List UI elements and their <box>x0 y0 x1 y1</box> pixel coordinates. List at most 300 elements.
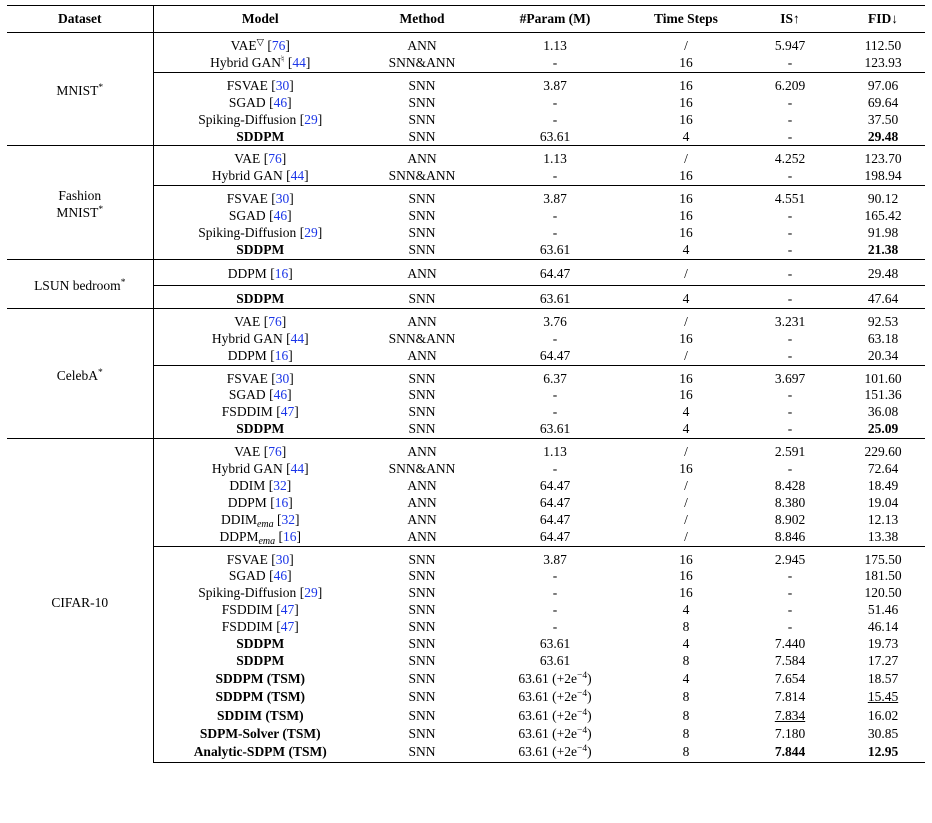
dataset-group <box>7 33 925 146</box>
param-cell: 63.61 $(+2e^{-4})$ <box>518 670 592 686</box>
method-cell: SNN <box>408 128 436 144</box>
model-cell: DDPM [16] <box>153 259 367 285</box>
fid-cell: 69.64 <box>867 94 899 110</box>
is-cell: - <box>787 347 793 363</box>
is-cell: 7.844 <box>739 744 841 763</box>
param-exponent: −4 <box>577 707 588 718</box>
fid-cell: 15.45 <box>867 689 899 705</box>
citation-link: 47 <box>280 602 295 618</box>
method-cell: SNN <box>408 111 436 127</box>
fid-cell: 17.27 <box>867 653 899 668</box>
fid-cell: 16.02 <box>867 707 899 723</box>
citation-link: 16 <box>274 266 289 282</box>
time-steps-cell: 16 <box>633 72 739 94</box>
param-cell: - <box>552 619 558 635</box>
model-cell: Hybrid GAN [44] <box>211 168 309 184</box>
time-steps-cell: 4 <box>682 636 690 652</box>
is-cell: 7.834 <box>774 707 806 723</box>
fid-cell: 29.48 <box>867 128 899 144</box>
model-cell: VAE▽ [76] <box>153 33 367 55</box>
model-cell: Spiking-Diffusion [29] <box>198 111 323 127</box>
fid-cell: 97.06 <box>841 72 925 94</box>
fid-cell: 123.93 <box>864 54 902 70</box>
model-name: SGAD <box>228 208 266 224</box>
time-steps-cell: 16 <box>679 225 693 241</box>
fid-cell: 19.73 <box>867 636 899 652</box>
param-cell: 3.87 <box>477 186 633 208</box>
header-param: #Param (M) <box>477 6 633 33</box>
model-subscript: ema <box>256 518 274 530</box>
fid-cell: 175.50 <box>841 546 925 568</box>
is-cell: 6.209 <box>739 72 841 94</box>
method-cell: ANN <box>367 33 477 55</box>
model-cell: DDPM [16] <box>227 347 293 363</box>
citation-link: 32 <box>281 511 296 527</box>
citation-link: 76 <box>268 151 282 167</box>
model-name: FSVAE <box>226 551 268 567</box>
citation-link: 16 <box>274 494 289 510</box>
model-cell: FSDDIM [47] <box>221 619 299 635</box>
table-row <box>7 259 925 285</box>
citation-link: 16 <box>283 528 297 544</box>
param-cell: - <box>552 461 558 477</box>
model-cell: Hybrid GAN [44] <box>211 461 309 477</box>
model-name: DDPM <box>227 266 267 282</box>
param-cell: 1.13 <box>477 146 633 168</box>
model-name: VAE <box>234 313 261 329</box>
param-exponent: −4 <box>577 689 588 700</box>
time-steps-cell: 16 <box>679 94 693 110</box>
model-name: SDPM-Solver (TSM) <box>199 726 321 742</box>
method-cell: SNN <box>408 568 436 584</box>
model-cell: Spiking-Diffusion [29] <box>198 585 323 601</box>
time-steps-cell: 16 <box>679 54 693 70</box>
param-cell: 63.61 <box>539 128 571 144</box>
is-cell: 7.814 <box>774 689 806 705</box>
model-cell <box>153 636 367 653</box>
is-cell: 2.591 <box>739 439 841 461</box>
fid-cell: 47.64 <box>841 285 925 308</box>
table-row <box>7 439 925 461</box>
method-cell: ANN <box>407 528 437 544</box>
model-name: SDDPM <box>236 636 285 652</box>
method-cell: SNN <box>408 404 436 420</box>
is-cell: 2.945 <box>739 546 841 568</box>
param-cell: - <box>552 568 558 584</box>
header-method: Method <box>367 6 477 33</box>
is-cell: 8.846 <box>774 528 806 544</box>
model-name: SDDPM <box>236 128 285 144</box>
time-steps-cell: 4 <box>682 670 690 686</box>
is-cell: 8.428 <box>774 477 806 493</box>
is-cell: - <box>787 461 793 477</box>
method-cell: SNN <box>408 387 436 403</box>
param-cell: 63.61 <box>539 636 571 652</box>
header-model: Model <box>153 6 367 33</box>
time-steps-cell: 16 <box>679 111 693 127</box>
is-cell: - <box>787 94 793 110</box>
dataset-group <box>7 439 925 763</box>
is-cell: 3.231 <box>739 308 841 330</box>
model-cell: SGAD [46] <box>228 94 292 110</box>
is-cell: - <box>787 208 793 224</box>
header-is: IS↑ <box>739 6 841 33</box>
citation-link: 76 <box>268 444 282 460</box>
model-name: FSDDIM <box>221 404 273 420</box>
time-steps-cell: 4 <box>682 421 690 437</box>
is-cell: 3.697 <box>739 365 841 387</box>
param-exponent: −4 <box>577 744 588 755</box>
param-cell: - <box>552 208 558 224</box>
param-cell: - <box>552 94 558 110</box>
model-cell: FSVAE [30] <box>153 186 367 208</box>
is-cell: - <box>787 619 793 635</box>
dataset-name: CIFAR-10 <box>7 439 153 763</box>
is-cell: - <box>787 241 793 257</box>
dataset-name: MNIST* <box>7 33 153 146</box>
dataset-group <box>7 308 925 438</box>
fid-cell: 165.42 <box>864 208 902 224</box>
time-steps-cell: 8 <box>633 744 739 763</box>
citation-link: 44 <box>292 54 306 70</box>
method-cell: ANN <box>407 347 437 363</box>
is-cell: - <box>787 330 793 346</box>
time-steps-cell: 16 <box>679 168 693 184</box>
param-cell: 63.61 $(+2e^{-4})$ <box>518 707 592 723</box>
time-steps-cell: 16 <box>633 186 739 208</box>
model-name: DDPM <box>227 494 267 510</box>
model-cell: FSDDIM [47] <box>221 602 299 618</box>
is-cell: - <box>739 259 841 285</box>
method-cell: ANN <box>367 259 477 285</box>
time-steps-cell: 4 <box>682 128 690 144</box>
method-cell: SNN <box>408 689 436 705</box>
model-name: Hybrid GAN <box>211 168 283 184</box>
method-cell: SNN <box>408 241 436 257</box>
fid-cell: 25.09 <box>867 421 899 437</box>
time-steps-cell: 16 <box>679 330 693 346</box>
fid-cell: 112.50 <box>841 33 925 55</box>
fid-cell: 30.85 <box>867 726 899 742</box>
citation-link: 30 <box>275 77 290 93</box>
is-cell: - <box>787 602 793 618</box>
citation-link: 44 <box>290 461 305 477</box>
param-cell: - <box>552 585 558 601</box>
citation-link: 30 <box>275 191 290 207</box>
model-cell: FSVAE [30] <box>153 365 367 387</box>
citation-link: 76 <box>268 313 282 329</box>
model-name: DDPM <box>219 528 259 544</box>
model-cell <box>153 285 367 308</box>
model-name: FSVAE <box>226 370 268 386</box>
model-name: FSDDIM <box>221 619 273 635</box>
is-cell: 7.180 <box>774 726 806 742</box>
model-cell: FSVAE [30] <box>153 72 367 94</box>
dataset-asterisk: * <box>98 367 103 378</box>
param-cell: - <box>552 602 558 618</box>
model-name: DDIM <box>229 477 266 493</box>
time-steps-cell: 8 <box>682 707 690 723</box>
is-cell: - <box>787 585 793 601</box>
fid-cell: 18.49 <box>867 477 899 493</box>
method-cell: SNN <box>408 585 436 601</box>
time-steps-cell: / <box>633 33 739 55</box>
method-cell: SNN <box>408 94 436 110</box>
fid-cell: 90.12 <box>841 186 925 208</box>
citation-link: 46 <box>273 568 288 584</box>
header-dataset: Dataset <box>7 6 153 33</box>
dataset-name: CelebA* <box>7 308 153 438</box>
model-name: SDDPM (TSM) <box>215 670 306 686</box>
model-cell: VAE [76] <box>153 439 367 461</box>
method-cell: SNN <box>408 602 436 618</box>
is-cell: - <box>739 285 841 308</box>
table-row <box>7 308 925 330</box>
param-cell: - <box>552 387 558 403</box>
model-name: SDDPM <box>236 653 285 668</box>
model-cell: DDIM [32] <box>229 477 292 493</box>
model-cell: VAE [76] <box>153 146 367 168</box>
time-steps-cell: 16 <box>679 461 693 477</box>
model-name: SDDIM (TSM) <box>216 707 304 723</box>
citation-link: 16 <box>274 347 289 363</box>
model-name: Hybrid GAN <box>211 461 283 477</box>
param-cell: 63.61 <box>539 653 571 668</box>
model-cell: $DDIM_{ema}$ [32] <box>220 511 300 530</box>
param-cell: 64.47 <box>539 494 571 510</box>
param-cell: 63.61 <box>539 241 571 257</box>
model-cell: FSVAE [30] <box>153 546 367 568</box>
time-steps-cell: 16 <box>633 546 739 568</box>
model-cell <box>153 725 367 744</box>
model-cell <box>153 670 367 689</box>
model-name: VAE <box>234 444 261 460</box>
model-name: Spiking-Diffusion <box>198 225 297 241</box>
time-steps-cell: 16 <box>633 365 739 387</box>
param-cell: - <box>552 111 558 127</box>
model-superscript: ♮ <box>281 54 285 65</box>
fid-cell: 101.60 <box>841 365 925 387</box>
method-cell: SNN <box>408 653 436 668</box>
fid-cell: 198.94 <box>864 168 902 184</box>
fid-cell: 12.95 <box>841 744 925 763</box>
time-steps-cell: / <box>684 511 688 527</box>
header-time-steps: Time Steps <box>633 6 739 33</box>
is-cell: - <box>787 225 793 241</box>
is-cell: - <box>787 54 793 70</box>
param-cell: 63.61 $(+2e^{-4})$ <box>518 689 592 705</box>
param-cell: 63.61 <box>477 285 633 308</box>
table-row <box>7 146 925 168</box>
model-cell: SGAD [46] <box>228 387 292 403</box>
citation-link: 47 <box>280 619 295 635</box>
model-name: SGAD <box>228 94 266 110</box>
time-steps-cell: 4 <box>682 602 690 618</box>
model-name: SDDPM (TSM) <box>215 689 306 705</box>
table-row <box>7 33 925 55</box>
method-cell: SNN <box>367 744 477 763</box>
dataset-asterisk: * <box>120 277 126 288</box>
param-cell: - <box>552 225 558 241</box>
is-cell: - <box>787 404 793 420</box>
method-cell: ANN <box>407 494 437 510</box>
time-steps-cell: 4 <box>682 241 690 257</box>
model-name: SGAD <box>228 387 266 403</box>
time-steps-cell: 8 <box>682 653 690 668</box>
param-cell: - <box>552 54 558 70</box>
model-name: FSDDIM <box>221 602 273 618</box>
param-cell: - <box>552 168 558 184</box>
fid-cell: 181.50 <box>864 568 902 584</box>
method-cell: ANN <box>407 511 437 527</box>
model-cell <box>153 688 367 707</box>
model-name: SDDPM <box>236 241 285 257</box>
model-name: Spiking-Diffusion <box>198 111 297 127</box>
param-cell: 6.37 <box>477 365 633 387</box>
method-cell: SNN&ANN <box>388 168 456 184</box>
results-table <box>7 5 925 763</box>
fid-cell: 46.14 <box>867 619 899 635</box>
is-cell: 8.380 <box>774 494 806 510</box>
model-superscript: ▽ <box>256 38 264 48</box>
param-cell: 3.87 <box>477 72 633 94</box>
model-name: FSVAE <box>226 77 268 93</box>
model-name: Analytic-SDPM (TSM) <box>193 744 327 760</box>
model-subscript: ema <box>258 535 276 547</box>
dataset-group <box>7 146 925 259</box>
citation-link: 44 <box>290 168 305 184</box>
fid-cell: 92.53 <box>841 308 925 330</box>
fid-cell: 18.57 <box>867 670 899 686</box>
method-cell: SNN&ANN <box>388 461 456 477</box>
model-cell: SGAD [46] <box>228 208 292 224</box>
time-steps-cell: 4 <box>682 404 690 420</box>
method-cell: SNN <box>367 365 477 387</box>
model-name: SDDPM <box>236 290 285 306</box>
citation-link: 30 <box>275 551 290 567</box>
param-cell: 64.47 <box>539 528 571 544</box>
param-cell: 1.13 <box>477 439 633 461</box>
model-cell <box>153 744 367 763</box>
model-name: DDPM <box>227 347 267 363</box>
fid-cell: 120.50 <box>864 585 902 601</box>
model-name: Spiking-Diffusion <box>198 585 297 601</box>
model-cell: Hybrid GAN [44] <box>211 330 309 346</box>
is-cell: 4.252 <box>739 146 841 168</box>
is-cell: - <box>787 111 793 127</box>
model-cell <box>153 421 367 438</box>
time-steps-cell: 16 <box>679 568 693 584</box>
model-name: Hybrid GAN <box>210 54 282 70</box>
time-steps-cell: 8 <box>682 726 690 742</box>
citation-link: 47 <box>280 404 295 420</box>
model-name: VAE <box>234 151 261 167</box>
is-cell: - <box>787 168 793 184</box>
model-name: Hybrid GAN <box>211 330 283 346</box>
citation-link: 46 <box>273 387 288 403</box>
model-cell <box>153 242 367 259</box>
model-cell: Spiking-Diffusion [29] <box>198 225 323 241</box>
method-cell: SNN <box>367 285 477 308</box>
param-cell: - <box>552 404 558 420</box>
time-steps-cell: 4 <box>633 285 739 308</box>
method-cell: SNN <box>408 636 436 652</box>
dataset-asterisk: * <box>98 205 104 216</box>
model-cell: FSDDIM [47] <box>221 404 299 420</box>
method-cell: SNN <box>367 546 477 568</box>
model-name: SGAD <box>228 568 266 584</box>
time-steps-cell: / <box>684 494 688 510</box>
param-cell: 63.61 <box>539 421 571 437</box>
param-exponent: −4 <box>577 726 588 737</box>
param-cell: 64.47 <box>539 511 571 527</box>
fid-cell: 20.34 <box>867 347 899 363</box>
fid-cell: 19.04 <box>867 494 899 510</box>
fid-cell: 63.18 <box>867 330 899 346</box>
is-cell: 8.902 <box>774 511 806 527</box>
model-name: SDDPM <box>236 421 285 437</box>
citation-link: 32 <box>273 477 287 493</box>
dataset-name: Fashion MNIST* <box>7 146 153 259</box>
method-cell: SNN&ANN <box>388 54 456 70</box>
time-steps-cell: / <box>633 146 739 168</box>
method-cell: ANN <box>367 439 477 461</box>
time-steps-cell: 16 <box>679 387 693 403</box>
citation-link: 29 <box>304 111 318 127</box>
is-cell: - <box>787 568 793 584</box>
model-cell: DDPM [16] <box>227 494 293 510</box>
fid-cell: 37.50 <box>867 111 899 127</box>
is-cell: 4.551 <box>739 186 841 208</box>
fid-cell: 12.13 <box>867 511 899 527</box>
time-steps-cell: 16 <box>679 208 693 224</box>
model-cell: VAE [76] <box>153 308 367 330</box>
method-cell: ANN <box>367 308 477 330</box>
time-steps-cell: / <box>633 439 739 461</box>
method-cell: ANN <box>367 146 477 168</box>
param-cell: 64.47 <box>539 347 571 363</box>
param-cell: 3.76 <box>477 308 633 330</box>
citation-link: 29 <box>304 585 318 601</box>
dataset-name: LSUN bedroom* <box>7 259 153 308</box>
fid-cell: 29.48 <box>841 259 925 285</box>
is-cell: 7.584 <box>774 653 806 668</box>
fid-cell: 36.08 <box>867 404 899 420</box>
is-cell: 5.947 <box>739 33 841 55</box>
param-cell: 1.13 <box>477 33 633 55</box>
method-cell: SNN <box>408 225 436 241</box>
model-name: FSVAE <box>226 191 268 207</box>
param-cell: 3.87 <box>477 546 633 568</box>
model-cell <box>153 129 367 146</box>
param-cell: - <box>552 330 558 346</box>
time-steps-cell: / <box>633 259 739 285</box>
param-cell: 63.61 $(+2e^{-4})$ <box>518 726 592 742</box>
model-name: DDIM <box>220 511 257 527</box>
time-steps-cell: / <box>684 347 688 363</box>
model-cell: SGAD [46] <box>228 568 292 584</box>
fid-cell: 151.36 <box>864 387 902 403</box>
time-steps-cell: / <box>684 528 688 544</box>
is-cell: - <box>787 387 793 403</box>
method-cell: SNN <box>408 421 436 437</box>
fid-cell: 51.46 <box>867 602 899 618</box>
dataset-group <box>7 259 925 308</box>
param-cell: 64.47 <box>477 259 633 285</box>
is-cell: - <box>787 128 793 144</box>
header-row <box>7 6 925 33</box>
time-steps-cell: / <box>633 308 739 330</box>
